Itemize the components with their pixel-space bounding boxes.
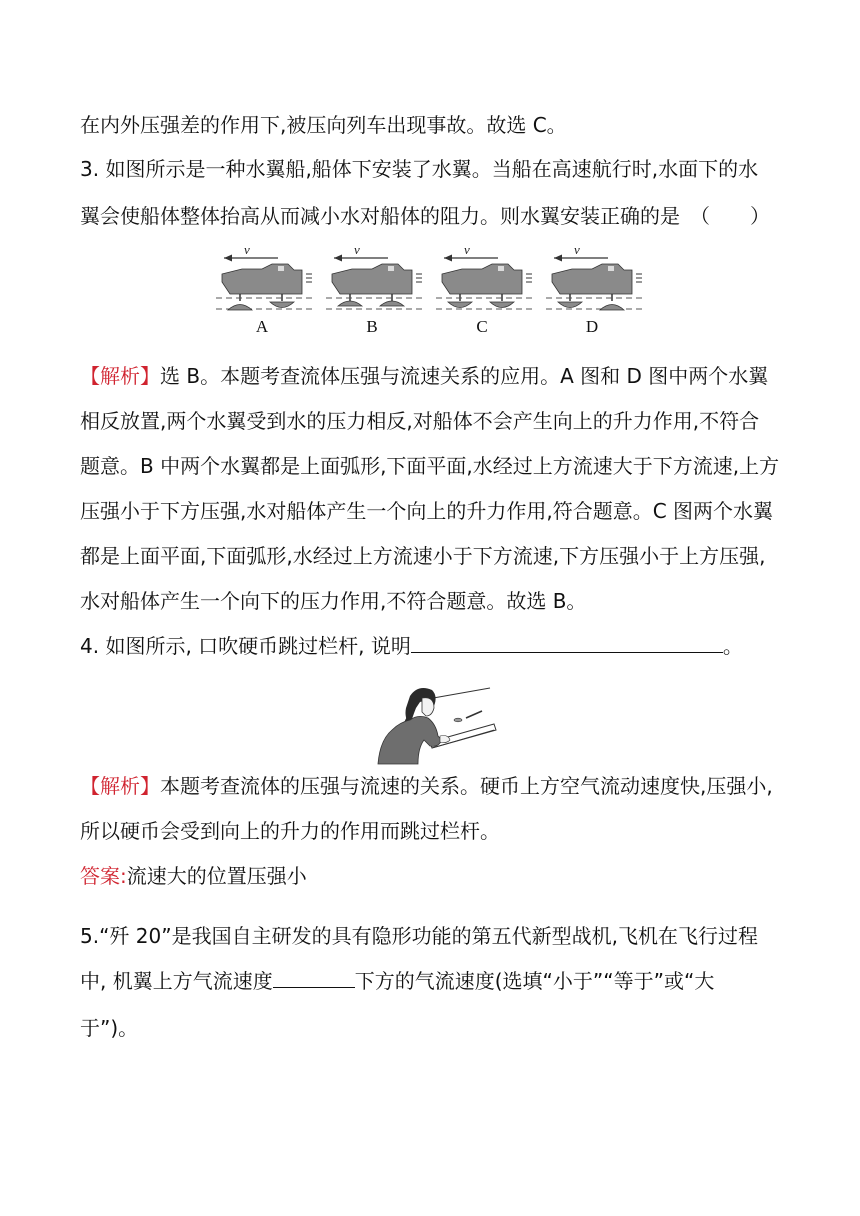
figure-label-d: D <box>585 317 599 336</box>
boat-figure-d <box>546 244 646 336</box>
q4-analysis-line-2: 所以硬币会受到向上的升力的作用而跳过栏杆。 <box>80 819 500 843</box>
coin-blowing-figure <box>372 678 498 766</box>
q3-analysis-line-6: 水对船体产生一个向下的压力作用,不符合题意。故选 B。 <box>80 589 587 613</box>
q3-analysis-line-5: 都是上面平面,下面弧形,水经过上方流速小于下方流速,下方压强小于上方压强, <box>80 544 766 568</box>
figure-label-b: B <box>366 317 378 336</box>
q3-question-line-1: 3. 如图所示是一种水翼船,船体下安装了水翼。当船在高速航行时,水面下的水 <box>80 157 759 181</box>
hydrofoil-boats-figure <box>212 244 652 340</box>
q5-question-line-2: 中, 机翼上方气流速度 下方的气流速度(选填“小于”“等于”或“大 <box>80 969 715 993</box>
answer-tag: 答案: <box>80 864 127 888</box>
boat-figure-a <box>216 244 316 336</box>
boat-figure-b <box>326 244 426 336</box>
analysis-tag: 【解析】 <box>80 774 160 798</box>
q3-analysis-line-3: 题意。B 中两个水翼都是上面弧形,下面平面,水经过上方流速大于下方流速,上方 <box>80 454 780 478</box>
q5-question-line-3: 于”)。 <box>80 1016 139 1040</box>
figure-label-c: C <box>476 317 488 336</box>
analysis-tag: 【解析】 <box>80 364 160 388</box>
velocity-symbol: v <box>574 244 580 257</box>
q3-analysis-line-1: 【解析】选 B。本题考查流体压强与流速关系的应用。A 图和 D 图中两个水翼 <box>80 364 769 388</box>
q2-conclusion: 在内外压强差的作用下,被压向列车出现事故。故选 C。 <box>80 113 567 137</box>
q3-question-line-2: 翼会使船体整体抬高从而减小水对船体的阻力。则水翼安装正确的是 （ ） <box>80 204 770 228</box>
velocity-symbol: v <box>244 244 250 257</box>
q5-question-line-1: 5.“歼 20”是我国自主研发的具有隐形功能的第五代新型战机,飞机在飞行过程 <box>80 924 758 948</box>
q3-analysis-line-2: 相反放置,两个水翼受到水的压力相反,对船体不会产生向上的升力作用,不符合 <box>80 409 760 433</box>
velocity-symbol: v <box>464 244 470 257</box>
q3-analysis-line-4: 压强小于下方压强,水对船体产生一个向上的升力作用,符合题意。C 图两个水翼 <box>80 499 774 523</box>
figure-label-a: A <box>255 317 269 336</box>
q4-analysis-line-1: 【解析】本题考查流体的压强与流速的关系。硬币上方空气流动速度快,压强小, <box>80 774 773 798</box>
answer-blank <box>273 967 355 988</box>
q4-question: 4. 如图所示, 口吹硬币跳过栏杆, 说明 。 <box>80 634 743 658</box>
boat-figure-c <box>436 244 536 336</box>
answer-blank <box>411 632 723 653</box>
velocity-symbol: v <box>354 244 360 257</box>
q4-answer: 答案:流速大的位置压强小 <box>80 864 307 888</box>
